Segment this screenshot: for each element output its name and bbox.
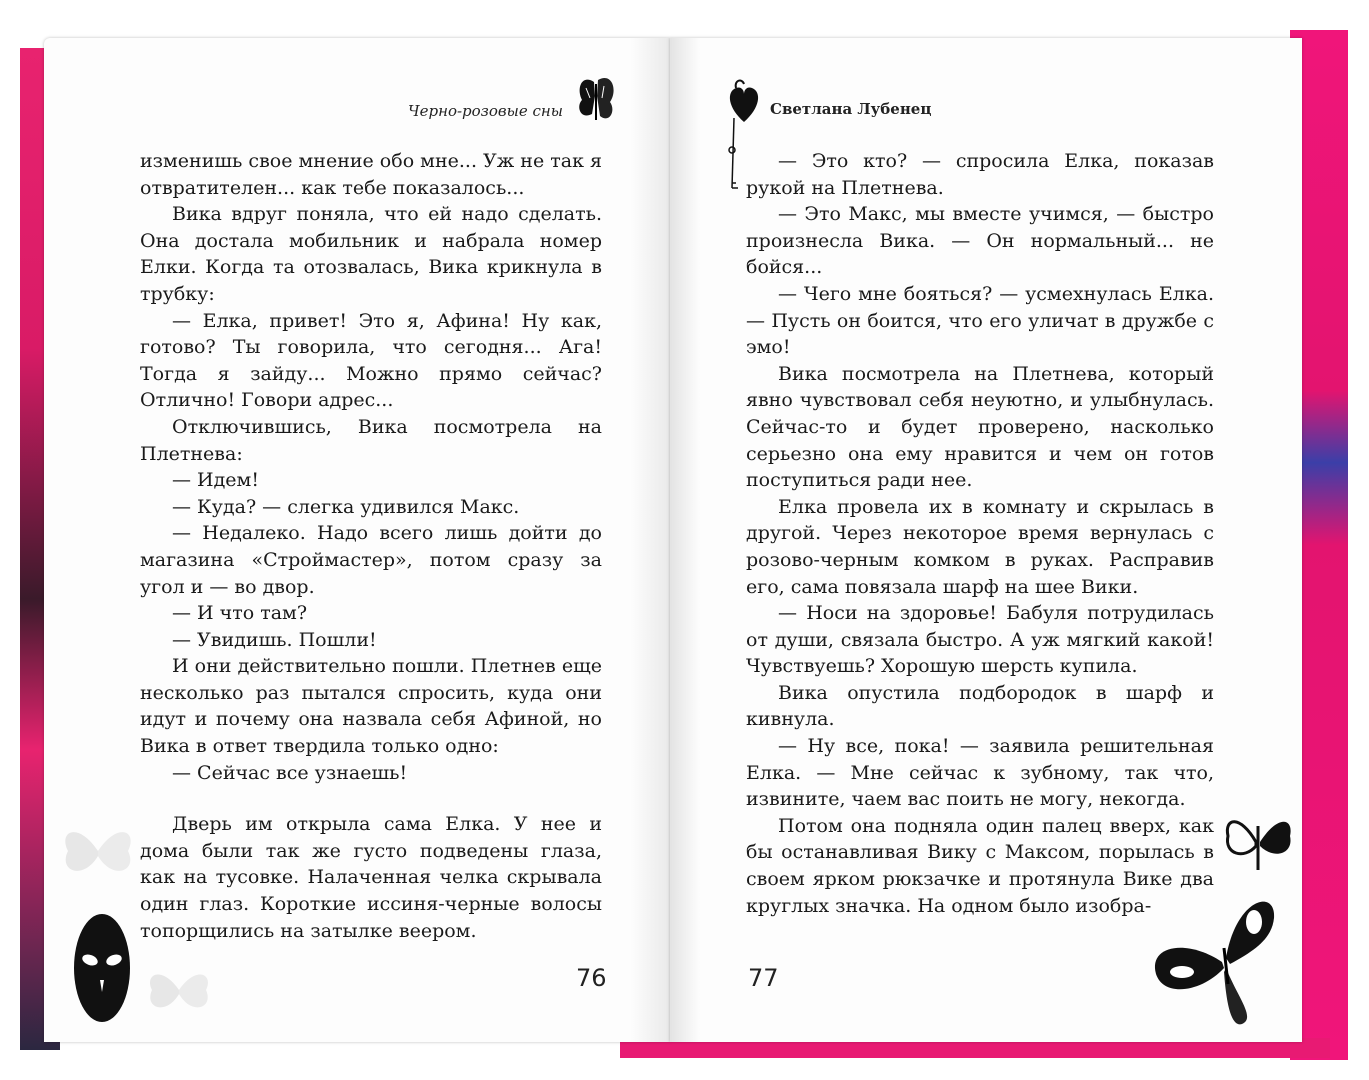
paragraph: — И что там?	[172, 602, 308, 625]
paragraph: — Недалеко. Надо всего лишь дойти до магазина «Строймастер», потом сразу за угол и — во двор.	[140, 522, 602, 598]
faint-butterfly-icon	[144, 960, 214, 1020]
mask-icon	[70, 908, 134, 1026]
paragraph: Елка провела их в комнату и скрылась в другой. Через некоторое время вернулась с розово-черным комком в руках. Расправив его, сама повязала шарф на шее Вики.	[746, 495, 1214, 598]
paragraph: — Елка, привет! Это я, Афина! Ну как, готово? Ты говорила, что сегодня... Ага! Тогда я зайду... Можно прямо сейчас? Отлично! Говори адрес...	[140, 309, 602, 412]
paragraph: — Сейчас все узнаешь!	[172, 761, 408, 784]
left-running-head: Черно-розовые сны	[408, 102, 563, 120]
right-running-head: Светлана Лубенец	[770, 100, 932, 118]
paragraph: — Это Макс, мы вместе учимся, — быстро произнесла Вика. — Он нормальный... не бойся...	[746, 203, 1214, 279]
right-page-text	[746, 148, 1214, 919]
paragraph: Потом она подняла один палец вверх, как бы останавливая Вику с Максом, порылась в своем ярком рюкзачке и протянула Вике два круглых значка. На одном было изобра-	[746, 814, 1214, 917]
paragraph: — Носи на здоровье! Бабуля потрудилась от души, связала быстро. А уж мягкий какой! Чувствуешь? Хорошую шерсть купила.	[746, 602, 1214, 678]
paragraph: Отключившись, Вика посмотрела на Плетнева:	[140, 415, 602, 465]
faint-butterfly-icon	[58, 816, 138, 886]
paragraph: — Увидишь. Пошли!	[172, 628, 377, 651]
paragraph: И они действительно пошли. Плетнев еще несколько раз пытался спросить, куда они идут и почему она назвала себя Афиной, но Вика в ответ твердила только одно:	[140, 655, 602, 758]
paragraph: — Куда? — слегка удивился Макс.	[172, 495, 520, 518]
paragraph: Вика посмотрела на Плетнева, который явно чувствовал себя неуютно, и улыбнулась. Сейчас-то и будет проверено, насколько серьезно она ему нравится и чем он готов поступиться ради нее.	[746, 362, 1214, 492]
left-page	[44, 38, 670, 1042]
butterfly-icon	[1146, 888, 1296, 1028]
paragraph: — Это кто? — спросила Елка, показав рукой на Плетнева.	[746, 150, 1214, 199]
left-page-number: 76	[576, 964, 607, 992]
left-page-text	[140, 148, 602, 944]
paragraph: Вика вдруг поняла, что ей надо сделать. Она достала мобильник и набрала номер Елки. Когда та отозвалась, Вика крикнула в трубку:	[140, 203, 602, 305]
paragraph: — Ну все, пока! — заявила решительная Елка. — Мне сейчас к зубному, так что, извините, чаем вас поить не могу, некогда.	[746, 735, 1214, 811]
butterfly-icon	[574, 74, 618, 130]
paragraph: — Идем!	[172, 469, 259, 492]
paragraph: изменишь свое мнение обо мне... Уж не так я отвратителен... как тебе показалось...	[140, 150, 602, 199]
right-page-number: 77	[748, 964, 779, 992]
right-page	[670, 38, 1302, 1042]
butterfly-icon	[1222, 808, 1296, 878]
paragraph: Вика опустила подбородок в шарф и кивнула.	[746, 681, 1214, 731]
paragraph: — Чего мне бояться? — усмехнулась Елка. — Пусть он боится, что его уличат в дружбе с эмо!	[746, 282, 1214, 359]
paragraph: Дверь им открыла сама Елка. У нее и дома были так же густо подведены глаза, как на тусовке. Налаченная челка скрывала один глаз. Короткие иссиня-черные волосы топорщились на затылке веером.	[140, 813, 602, 942]
